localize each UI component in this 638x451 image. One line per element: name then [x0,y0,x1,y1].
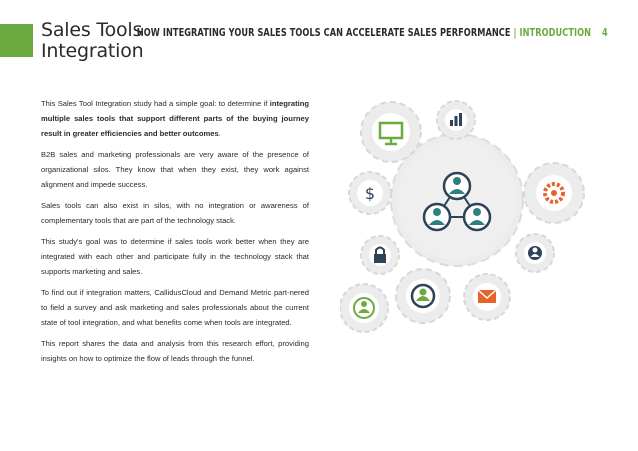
monitor-icon [361,102,421,162]
running-head-section: INTRODUCTION [519,27,592,39]
running-head-title: HOW INTEGRATING YOUR SALES TOOLS CAN ACCELERATE SALES PERFORMANCE [137,27,511,39]
p1-end: . [218,129,221,138]
person-icon-right [516,234,554,272]
running-head [137,27,608,39]
dollar-icon [349,172,391,214]
paragraph-1 [41,96,309,141]
paragraph-4: This study's goal was to determine if sales tools work better when they are integrated with each other and participate fully in the technology stack that supports marketing and sales. [41,237,309,276]
gears-illustration [340,82,590,342]
paragraph-5: To find out if integration matters, CallidusCloud and Demand Metric part-nered to field a survey and ask marketing and sales professionals about the current state of tool integration, and what benefits come when tools are integrated. [41,288,309,327]
email-icon [464,274,510,320]
running-head-separator: | [510,27,520,39]
paragraph-2: B2B sales and marketing professionals are very aware of the presence of organizational silos. They know that when they exist, they work against alignment and impede success. [41,150,309,189]
page-title-line1: Sales Tools [41,19,143,41]
svg-text:$: $ [364,184,376,203]
person-icon-left [340,284,388,332]
p1-bold-text: integrating multiple sales tools that support different parts of the buying journey result in greater efficiencies and better outcomes [41,99,309,138]
bar-chart-icon [437,101,475,139]
p1-text: This Sales Tool Integration study had a simple goal: to determine if [41,99,270,108]
section-tab [0,24,33,57]
paragraph-6: This report shares the data and analysis from this research effort, providing insights on how to optimize the flow of leads through the funnel. [41,339,309,363]
person-icon-center [396,269,450,323]
settings-gear-icon [524,163,584,223]
page-number: 4 [602,27,608,39]
paragraph-3: Sales tools can also exist in silos, with no integration or awareness of complementary tools that are part of the technology stack. [41,201,309,225]
page-title-line2: Integration [41,40,144,62]
page-title [41,20,144,62]
body-text [41,96,309,372]
lock-icon [361,236,399,274]
